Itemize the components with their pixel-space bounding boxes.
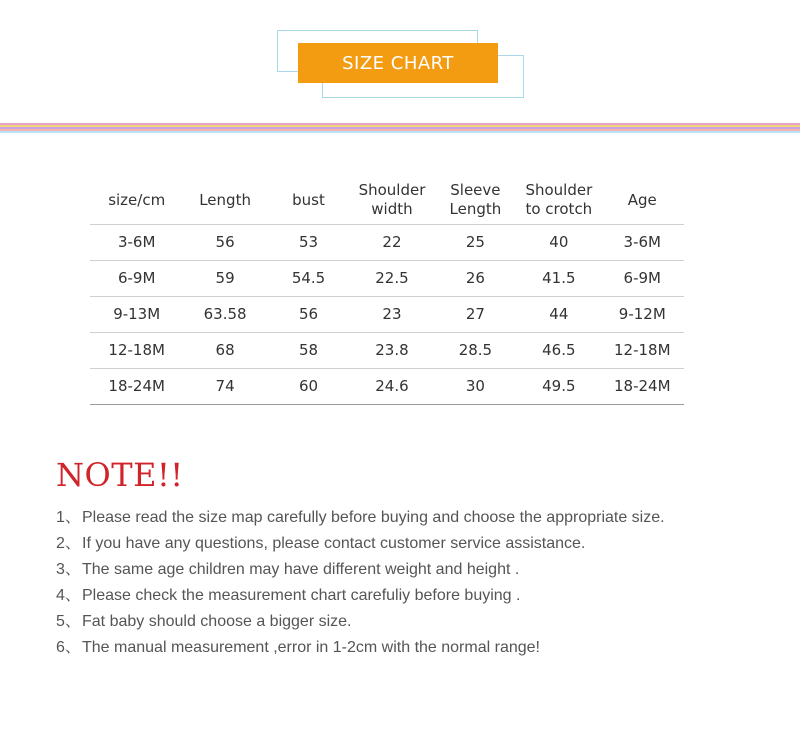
- table-cell: 41.5: [542, 269, 576, 287]
- column-header: Shoulder width: [358, 181, 426, 218]
- table-cell: 46.5: [542, 341, 576, 359]
- table-row: [90, 333, 684, 369]
- table-cell: 18-24M: [108, 377, 165, 395]
- table-row: [90, 369, 684, 405]
- note-number: 6、: [56, 639, 81, 656]
- table-cell: 44: [549, 305, 569, 323]
- table-row: [90, 297, 684, 333]
- table-cell: 23: [382, 305, 402, 323]
- table-cell: 25: [465, 233, 485, 251]
- table-cell: 63.58: [203, 305, 247, 323]
- note-text: The manual measurement ,error in 1-2cm with the normal range!: [82, 639, 540, 656]
- table-cell: 27: [465, 305, 485, 323]
- note-number: 1、: [56, 509, 81, 526]
- table-cell: 60: [298, 377, 319, 395]
- note-text: Please read the size map carefully before buying and choose the appropriate size.: [82, 509, 665, 526]
- note-number: 5、: [56, 613, 81, 630]
- stripe-line: [0, 131, 800, 133]
- note-item: [56, 533, 665, 559]
- note-item: [56, 507, 665, 533]
- note-number: 3、: [56, 561, 81, 578]
- table-cell: 3-6M: [623, 233, 661, 251]
- table-cell: 59: [215, 269, 235, 287]
- table-cell: 56: [298, 305, 319, 323]
- notes-list: [56, 507, 665, 663]
- column-header: Length: [199, 190, 251, 209]
- table-cell: 28.5: [458, 341, 493, 359]
- table-cell: 22: [382, 233, 402, 251]
- table-cell: 9-13M: [113, 305, 161, 323]
- table-cell: 9-12M: [618, 305, 666, 323]
- table-cell: 12-18M: [108, 341, 165, 359]
- table-cell: 54.5: [291, 269, 326, 287]
- note-item: [56, 637, 665, 663]
- note-number: 2、: [56, 535, 81, 552]
- note-text: Please check the measurement chart carefuliy before buying .: [82, 587, 521, 604]
- column-header: Shoulder to crotch: [525, 181, 593, 218]
- table-cell: 56: [215, 233, 235, 251]
- column-header: size/cm: [108, 190, 166, 209]
- table-cell: 22.5: [375, 269, 409, 287]
- table-cell: 18-24M: [614, 377, 671, 395]
- note-item: [56, 559, 665, 585]
- note-text: If you have any questions, please contact customer service assistance.: [82, 535, 586, 552]
- note-item: [56, 611, 665, 637]
- table-cell: 58: [298, 341, 319, 359]
- table-header-row: [90, 176, 684, 225]
- table-cell: 40: [549, 233, 569, 251]
- column-header: bust: [292, 190, 325, 209]
- table-cell: 68: [215, 341, 235, 359]
- size-table: [90, 176, 684, 405]
- note-number: 4、: [56, 587, 81, 604]
- note-text: The same age children may have different weight and height .: [82, 561, 520, 578]
- table-cell: 74: [215, 377, 235, 395]
- note-text: Fat baby should choose a bigger size.: [82, 613, 352, 630]
- column-header: Sleeve Length: [449, 181, 502, 218]
- note-title: NOTE!!: [56, 456, 184, 494]
- size-chart-title: [298, 43, 498, 83]
- table-cell: 30: [465, 377, 485, 395]
- decorative-stripes: [0, 123, 800, 135]
- table-cell: 24.6: [375, 377, 409, 395]
- table-row: [90, 225, 684, 261]
- column-header: Age: [627, 190, 657, 209]
- table-cell: 6-9M: [623, 269, 661, 287]
- size-chart-title-text: SIZE CHART: [342, 52, 454, 74]
- table-cell: 6-9M: [117, 269, 156, 287]
- table-cell: 3-6M: [117, 233, 156, 251]
- table-cell: 53: [298, 233, 319, 251]
- table-cell: 26: [465, 269, 485, 287]
- note-item: [56, 585, 665, 611]
- table-cell: 12-18M: [614, 341, 671, 359]
- table-row: [90, 261, 684, 297]
- table-cell: 23.8: [375, 341, 409, 359]
- table-cell: 49.5: [542, 377, 576, 395]
